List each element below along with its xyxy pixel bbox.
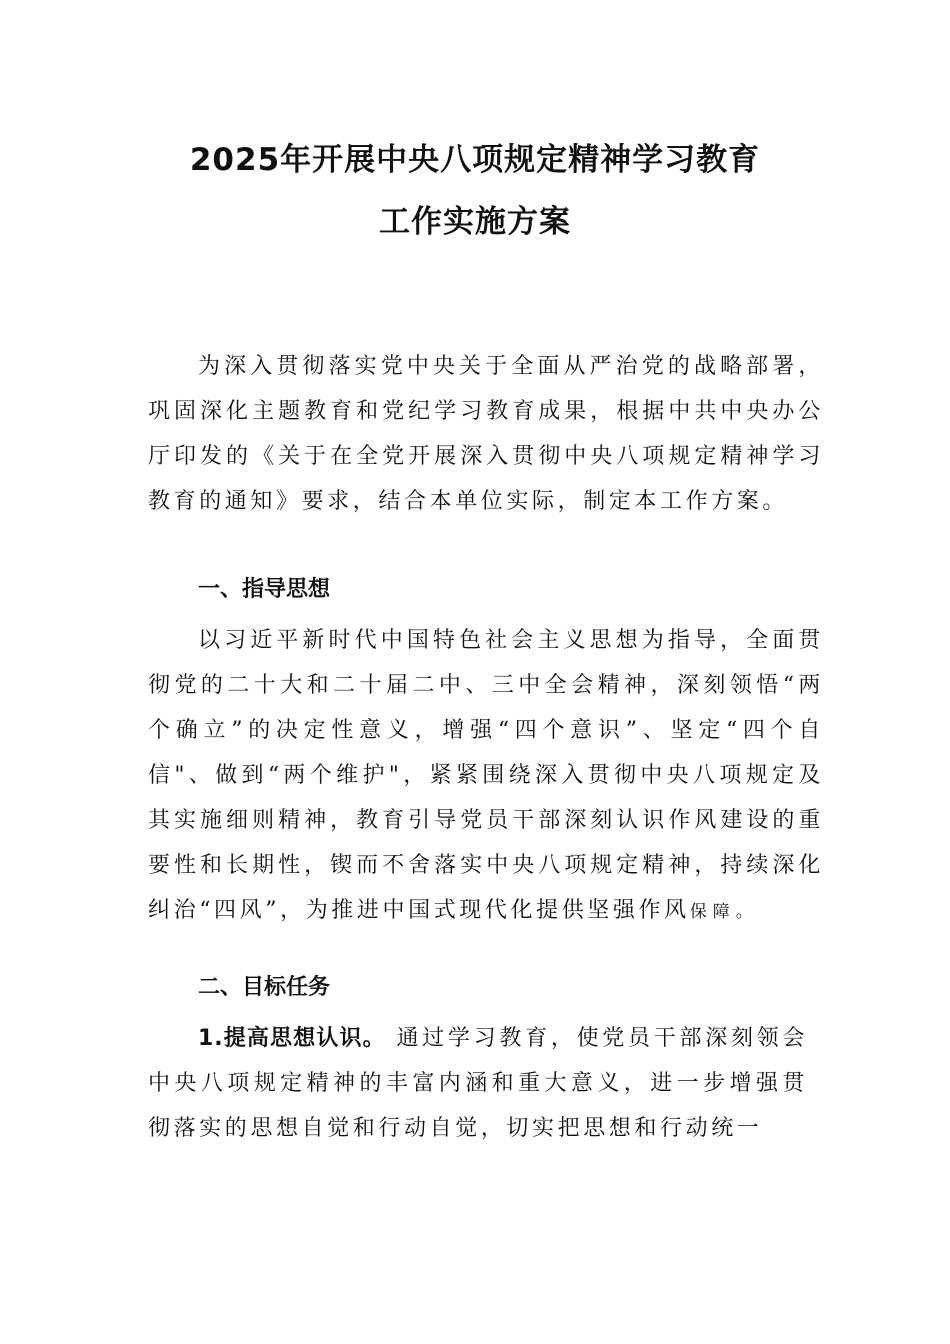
section-1-paragraph (148, 618, 824, 935)
section-1-heading: 一、指导思想 (198, 577, 331, 602)
document-title-line-1: 2025年开展中央八项规定精神学习教育 (189, 142, 761, 178)
item-1-body: 通过学习教育，使党员干部深刻领会中央八项规定精神的丰富内涵和重大意义，进一步增强贯彻落实的思想自觉和行动自觉，切实把思想和行动统一 (148, 1026, 809, 1141)
item-1-lead: 1.提高思想认识。 (198, 1026, 386, 1051)
document-title-line-2: 工作实施方案 (379, 204, 571, 240)
section-1-tail: 保障。 (689, 902, 759, 922)
section-2-heading: 二、目标任务 (198, 975, 331, 1000)
section-1-body: 以习近平新时代中国特色社会主义思想为指导，全面贯彻党的二十大和二十届二中、三中全会精神，深刻领悟“两个确立”的决定性意义，增强“四个意识”、坚定“四个自信"、做到“两个维护"，紧紧围绕深入贯彻中央八项规定及其实施细则精神，教育引导党员干部深刻认识作风建设的重要性和长期性，锲而不舍落实中央八项规定精神，持续深化纠治“四风”，为推进中国式现代化提供坚强作风 (148, 628, 824, 923)
intro-paragraph: 为深入贯彻落实党中央关于全面从严治党的战略部署，巩固深化主题教育和党纪学习教育成果，根据中共中央办公厅印发的《关于在全党开展深入贯彻中央八项规定精神学习教育的通知》要求，结合本单位实际，制定本工作方案。 (148, 354, 824, 514)
section-2-item-1 (148, 1016, 808, 1151)
